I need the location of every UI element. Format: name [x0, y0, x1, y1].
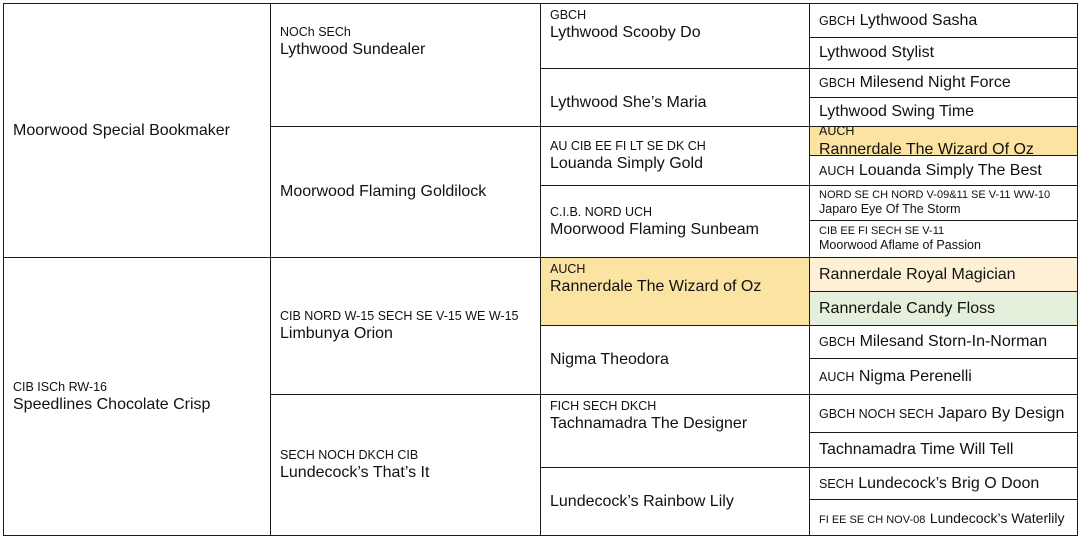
- ancestor-cell: [809, 68, 1078, 98]
- ancestor-name: Nigma Perenelli: [858, 367, 972, 385]
- ancestor-name: Lundecock’s Waterlily: [929, 509, 1065, 526]
- great-grandparent-name: Lythwood She’s Maria: [550, 93, 707, 111]
- great-grandparent-title: AUCH: [550, 262, 586, 276]
- ancestor-cell: [809, 185, 1078, 221]
- grandparent-cell: [270, 3, 541, 127]
- ancestor-name: Louanda Simply The Best: [858, 161, 1042, 179]
- great-grandparent-name: Moorwood Flaming Sunbeam: [550, 220, 759, 238]
- ancestor-title: AUCH: [819, 126, 855, 138]
- great-grandparent-cell: [540, 394, 810, 468]
- dam-name: Speedlines Chocolate Crisp: [13, 395, 211, 413]
- great-grandparent-name: Rannerdale The Wizard of Oz: [550, 278, 762, 295]
- ancestor-name: Moorwood Aflame of Passion: [819, 238, 981, 252]
- ancestor-cell: [809, 394, 1078, 433]
- ancestor-title: GBCH NOCH SECH: [819, 406, 934, 421]
- ancestor-cell: [809, 358, 1078, 395]
- ancestor-name: Lythwood Stylist: [819, 44, 935, 61]
- great-grandparent-cell: [540, 325, 810, 395]
- grandparent-name: Moorwood Flaming Goldilock: [280, 183, 487, 200]
- ancestor-cell: [809, 3, 1078, 38]
- grandparent-cell: [270, 257, 541, 395]
- dam-title: CIB ISCh RW-16: [13, 379, 108, 394]
- ancestor-cell: [809, 37, 1078, 69]
- ancestor-cell: [809, 126, 1078, 156]
- ancestor-name: Lundecock’s Brig O Doon: [858, 474, 1040, 492]
- ancestor-title: GBCH: [819, 76, 856, 90]
- grandparent-title: CIB NORD W-15 SECH SE V-15 WE W-15: [280, 309, 519, 323]
- great-grandparent-title: GBCH: [550, 8, 587, 22]
- grandparent-name: Lundecock’s That’s It: [280, 464, 430, 481]
- ancestor-cell: [809, 432, 1078, 468]
- great-grandparent-cell: [540, 3, 810, 69]
- grandparent-name: Limbunya Orion: [280, 325, 393, 342]
- ancestor-title: AUCH: [819, 163, 855, 178]
- great-grandparent-cell: [540, 185, 810, 258]
- ancestor-title: SECH: [819, 476, 854, 491]
- great-grandparent-name: Nigma Theodora: [550, 351, 669, 368]
- ancestor-title: FI EE SE CH NOV-08: [819, 513, 926, 526]
- great-grandparent-title: C.I.B. NORD UCH: [550, 204, 653, 219]
- ancestor-title: AUCH: [819, 369, 855, 384]
- grandparent-cell: [270, 126, 541, 258]
- ancestor-title: NORD SE CH NORD V-09&11 SE V-11 WW-10: [819, 189, 1051, 201]
- grandparent-cell: [270, 394, 541, 536]
- ancestor-title: GBCH: [819, 13, 856, 28]
- sire-cell: [3, 3, 271, 258]
- ancestor-cell: [809, 499, 1078, 536]
- ancestor-name: Lythwood Swing Time: [819, 103, 975, 120]
- grandparent-title: SECH NOCH DKCH CIB: [280, 448, 419, 462]
- ancestor-name: Milesand Storn-In-Norman: [859, 333, 1048, 350]
- ancestor-cell: [809, 467, 1078, 500]
- ancestor-cell: [809, 325, 1078, 359]
- great-grandparent-name: Louanda Simply Gold: [550, 155, 703, 172]
- ancestor-cell: [809, 257, 1078, 292]
- grandparent-name: Lythwood Sundealer: [280, 41, 426, 58]
- sire-name: Moorwood Special Bookmaker: [13, 121, 230, 139]
- great-grandparent-cell: [540, 467, 810, 536]
- ancestor-name: Milesend Night Force: [859, 74, 1011, 91]
- ancestor-cell: [809, 291, 1078, 326]
- great-grandparent-cell: [540, 126, 810, 186]
- ancestor-title: CIB EE FI SECH SE V-11: [819, 225, 945, 237]
- pedigree-table: [3, 3, 1078, 536]
- ancestor-name: Japaro Eye Of The Storm: [819, 202, 961, 216]
- ancestor-name: Rannerdale Royal Magician: [819, 265, 1016, 283]
- ancestor-title: GBCH: [819, 335, 856, 349]
- ancestor-name: Rannerdale Candy Floss: [819, 299, 996, 317]
- ancestor-cell: [809, 97, 1078, 127]
- ancestor-name: Tachnamadra Time Will Tell: [819, 441, 1014, 458]
- great-grandparent-name: Tachnamadra The Designer: [550, 415, 748, 432]
- great-grandparent-name: Lythwood Scooby Do: [550, 24, 701, 41]
- great-grandparent-title: FICH SECH DKCH: [550, 399, 657, 413]
- ancestor-name: Rannerdale The Wizard Of Oz: [819, 141, 1034, 156]
- ancestor-cell: [809, 220, 1078, 258]
- ancestor-name: Japaro By Design: [938, 404, 1065, 422]
- grandparent-title: NOCh SECh: [280, 25, 351, 39]
- great-grandparent-title: AU CIB EE FI LT SE DK CH: [550, 139, 706, 153]
- great-grandparent-name: Lundecock’s Rainbow Lily: [550, 492, 734, 510]
- dam-cell: [3, 257, 271, 536]
- ancestor-cell: [809, 155, 1078, 186]
- great-grandparent-cell: [540, 68, 810, 127]
- great-grandparent-cell: [540, 257, 810, 326]
- ancestor-name: Lythwood Sasha: [859, 11, 978, 29]
